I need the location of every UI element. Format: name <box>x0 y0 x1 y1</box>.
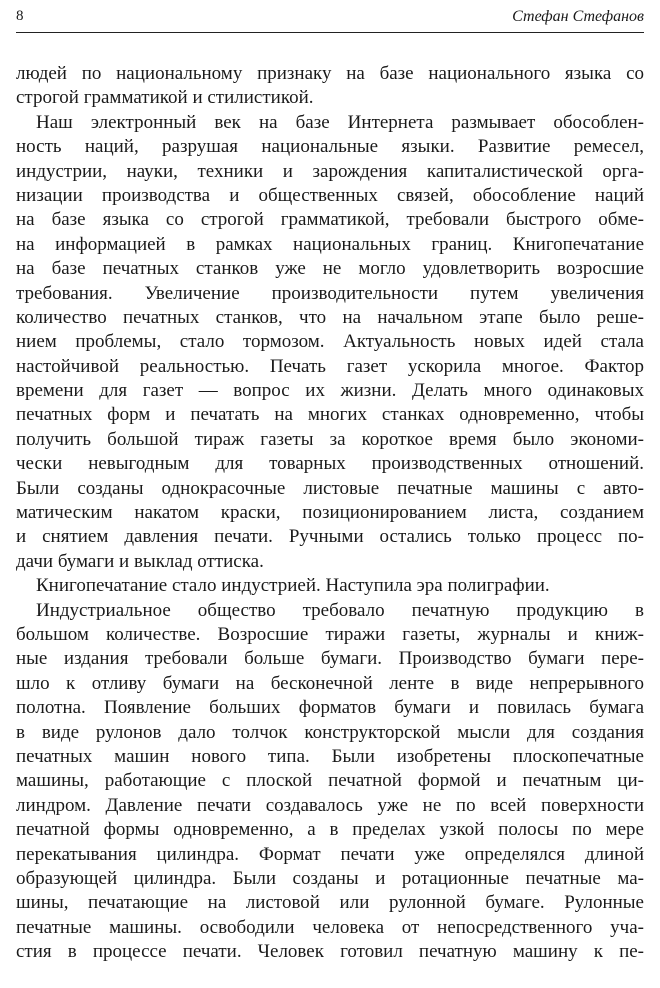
text-line: образующей цилиндра. Были созданы и ротационные печатные ма- <box>16 867 644 889</box>
text-line: ные издания требовали больше бумаги. Производство бумаги пере- <box>16 648 644 670</box>
text-line: настойчивой реальностью. Печать газет ускорила многое. Фактор <box>16 355 644 377</box>
text-line: количество печатных станков, что на начальном этапе было реше- <box>16 306 644 328</box>
text-line: в виде рулонов дало толчок конструкторской мысли для создания <box>16 721 644 743</box>
text-line: Книгопечатание стало индустрией. Наступила эра полиграфии. <box>36 575 550 597</box>
text-line: Индустриальное общество требовало печатную продукцию в <box>36 599 644 621</box>
text-line: дачи бумаги и выклад оттиска. <box>16 550 264 572</box>
text-line: перекатывания цилиндра. Формат печати уже определялся длиной <box>16 843 644 865</box>
page-number: 8 <box>16 8 24 24</box>
body-text <box>16 62 644 964</box>
text-line: большом количестве. Возросшие тиражи газеты, журналы и книж- <box>16 623 644 645</box>
text-line: ность наций, разрушая национальные языки. Развитие ремесел, <box>16 136 644 158</box>
text-line: шло к отливу бумаги на бесконечной ленте в виде непрерывного <box>16 672 644 694</box>
text-line: на информацией в рамках национальных границ. Книгопечатание <box>16 233 644 255</box>
text-line: строгой грамматикой и стилистикой. <box>16 87 314 109</box>
text-line: Наш электронный век на базе Интернета размывает обособлен- <box>36 111 644 133</box>
text-line: времени для газет — вопрос их жизни. Делать много одинаковых <box>16 380 644 402</box>
text-line: требования. Увеличение производительности путем увеличения <box>16 282 644 304</box>
text-line: печатной формы одновременно, а в пределах узкой полосы по мере <box>16 819 644 841</box>
text-line: печатных форм и печатать на многих станках одновременно, чтобы <box>16 404 644 426</box>
text-line: линдром. Давление печати создавалось уже не по всей поверхности <box>16 794 644 816</box>
text-line: на базе языка со строгой грамматикой, требовали быстрого обме- <box>16 209 644 231</box>
text-line: шины, печатающие на листовой или рулонной бумаге. Рулонные <box>16 892 644 914</box>
text-line: индустрии, науки, техники и зарождения капиталистической орга- <box>16 160 644 182</box>
text-line: печатных машин нового типа. Были изобретены плоскопечатные <box>16 745 644 767</box>
text-line: матическим накатом краски, позиционированием листа, созданием <box>16 502 644 524</box>
text-line: полотна. Появление больших форматов бумаги и повилась бумага <box>16 697 644 719</box>
text-line: Были созданы однокрасочные листовые печатные машины с авто- <box>16 477 644 499</box>
page-header <box>16 6 644 33</box>
text-line: машины, работающие с плоской печатной формой и печатным ци- <box>16 770 644 792</box>
text-line: и снятием давления печати. Ручными остались только процесс по- <box>16 526 644 548</box>
text-line: стия в процессе печати. Человек готовил печатную машину к пе- <box>16 941 644 963</box>
text-line: чески невыгодным для товарных производственных отношений. <box>16 453 644 475</box>
text-line: получить большой тираж газеты за короткое время было экономи- <box>16 428 644 450</box>
text-line: на базе печатных станков уже не могло удовлетворить возросшие <box>16 258 644 280</box>
text-line: печатные машины. освободили человека от непосредственного уча- <box>16 916 644 938</box>
text-line: людей по национальному признаку на базе национального языка со <box>16 63 644 84</box>
text-line: нием проблемы, стало тормозом. Актуальность новых идей стала <box>16 331 644 353</box>
running-head: Стефан Стефанов <box>512 8 644 25</box>
text-line: низации производства и общественных связей, обособление наций <box>16 184 644 206</box>
